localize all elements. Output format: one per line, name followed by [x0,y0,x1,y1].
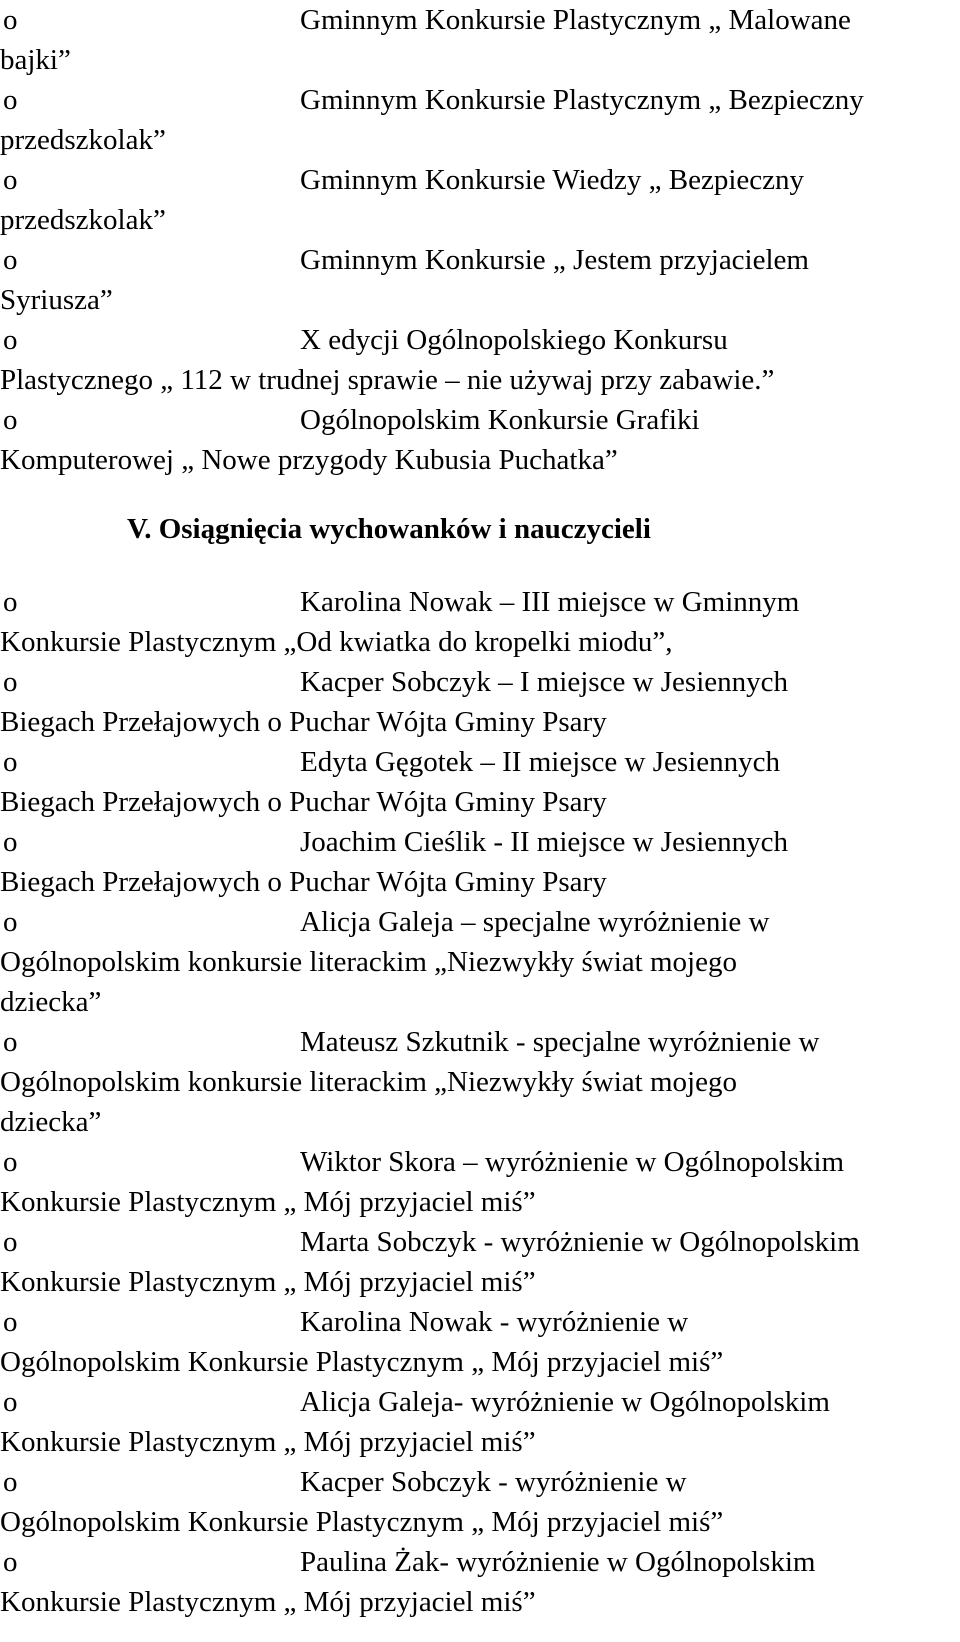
list-item-continuation: Konkursie Plastycznym „ Mój przyjaciel miś” [0,1266,536,1298]
list-item [0,822,960,902]
list-item-continuation: Syriusza” [0,284,113,316]
list-item [0,1542,960,1622]
list-item-continuation: dziecka” [0,986,102,1018]
bullet-marker: o [3,666,18,698]
list-item-continuation: przedszkolak” [0,124,166,156]
bullet-marker: o [3,164,18,196]
bullet-marker: o [3,1226,18,1258]
bullet-marker: o [3,906,18,938]
list-item-continuation: Komputerowej „ Nowe przygody Kubusia Puchatka” [0,444,618,476]
list-item-text: Alicja Galeja- wyróżnienie w Ogólnopolskim [300,1386,830,1418]
list-item [0,662,960,742]
list-item-text: Karolina Nowak - wyróżnienie w [300,1306,689,1338]
list-item-continuation: przedszkolak” [0,204,166,236]
list-item [0,0,960,80]
list-item [0,1022,960,1142]
list-item-continuation: Ogólnopolskim konkursie literackim „Niezwykły świat mojego [0,946,737,978]
bullet-marker: o [3,4,18,36]
bullet-marker: o [3,826,18,858]
list-item-text: X edycji Ogólnopolskiego Konkursu [300,324,728,356]
list-item [0,400,960,480]
bullet-marker: o [3,1386,18,1418]
spacer [0,480,960,504]
list-item [0,582,960,662]
bullet-marker: o [3,1306,18,1338]
section-heading: V. Osiągnięcia wychowanków i nauczycieli [127,513,651,545]
list-item-text: Ogólnopolskim Konkursie Grafiki [300,404,700,436]
list-item [0,80,960,160]
list-item-continuation: Ogólnopolskim Konkursie Plastycznym „ Mój przyjaciel miś” [0,1506,724,1538]
bullet-marker: o [3,1546,18,1578]
list-item-text: Kacper Sobczyk – I miejsce w Jesiennych [300,666,789,698]
list-item [0,1382,960,1462]
list-item-text: Wiktor Skora – wyróżnienie w Ogólnopolskim [300,1146,845,1178]
list-item [0,240,960,320]
list-item-continuation: Konkursie Plastycznym „ Mój przyjaciel miś” [0,1586,536,1618]
bullet-marker: o [3,244,18,276]
list-item-continuation: Ogólnopolskim Konkursie Plastycznym „ Mój przyjaciel miś” [0,1346,724,1378]
list-item-continuation: Biegach Przełajowych o Puchar Wójta Gminy Psary [0,866,607,898]
list-item [0,1142,960,1222]
list-item-text: Joachim Cieślik - II miejsce w Jesiennych [300,826,789,858]
list-item-text: Gminnym Konkursie Plastycznym „ Malowane [300,4,851,36]
list-item-continuation: Konkursie Plastycznym „ Mój przyjaciel miś” [0,1426,536,1458]
list-item-text: Kacper Sobczyk - wyróżnienie w [300,1466,687,1498]
contest-list [0,0,960,480]
list-item [0,902,960,1022]
list-item-continuation: Biegach Przełajowych o Puchar Wójta Gminy Psary [0,786,607,818]
list-item [0,1302,960,1382]
list-item-continuation: dziecka” [0,1106,102,1138]
list-item-continuation: Konkursie Plastycznym „Od kwiatka do kropelki miodu”, [0,626,673,658]
achievements-list [0,582,960,1622]
list-item [0,742,960,822]
list-item-continuation: bajki” [0,44,71,76]
bullet-marker: o [3,586,18,618]
list-item-text: Karolina Nowak – III miejsce w Gminnym [300,586,800,618]
list-item-continuation: Konkursie Plastycznym „ Mój przyjaciel miś” [0,1186,536,1218]
bullet-marker: o [3,1026,18,1058]
list-item-text: Marta Sobczyk - wyróżnienie w Ogólnopolskim [300,1226,860,1258]
bullet-marker: o [3,84,18,116]
list-item-continuation: Ogólnopolskim konkursie literackim „Niezwykły świat mojego [0,1066,737,1098]
list-item-text: Gminnym Konkursie „ Jestem przyjacielem [300,244,809,276]
spacer [0,554,960,582]
list-item-continuation: Biegach Przełajowych o Puchar Wójta Gminy Psary [0,706,607,738]
bullet-marker: o [3,1466,18,1498]
bullet-marker: o [3,746,18,778]
list-item-text: Edyta Gęgotek – II miejsce w Jesiennych [300,746,780,778]
bullet-marker: o [3,404,18,436]
list-item [0,1462,960,1542]
list-item [0,1222,960,1302]
list-item [0,160,960,240]
bullet-marker: o [3,324,18,356]
bullet-marker: o [3,1146,18,1178]
list-item-continuation: Plastycznego „ 112 w trudnej sprawie – nie używaj przy zabawie.” [0,364,775,396]
list-item-text: Gminnym Konkursie Plastycznym „ Bezpieczny [300,84,864,116]
list-item-text: Paulina Żak- wyróżnienie w Ogólnopolskim [300,1546,816,1578]
list-item-text: Alicja Galeja – specjalne wyróżnienie w [300,906,770,938]
list-item-text: Mateusz Szkutnik - specjalne wyróżnienie w [300,1026,820,1058]
list-item [0,320,960,400]
list-item-text: Gminnym Konkursie Wiedzy „ Bezpieczny [300,164,805,196]
